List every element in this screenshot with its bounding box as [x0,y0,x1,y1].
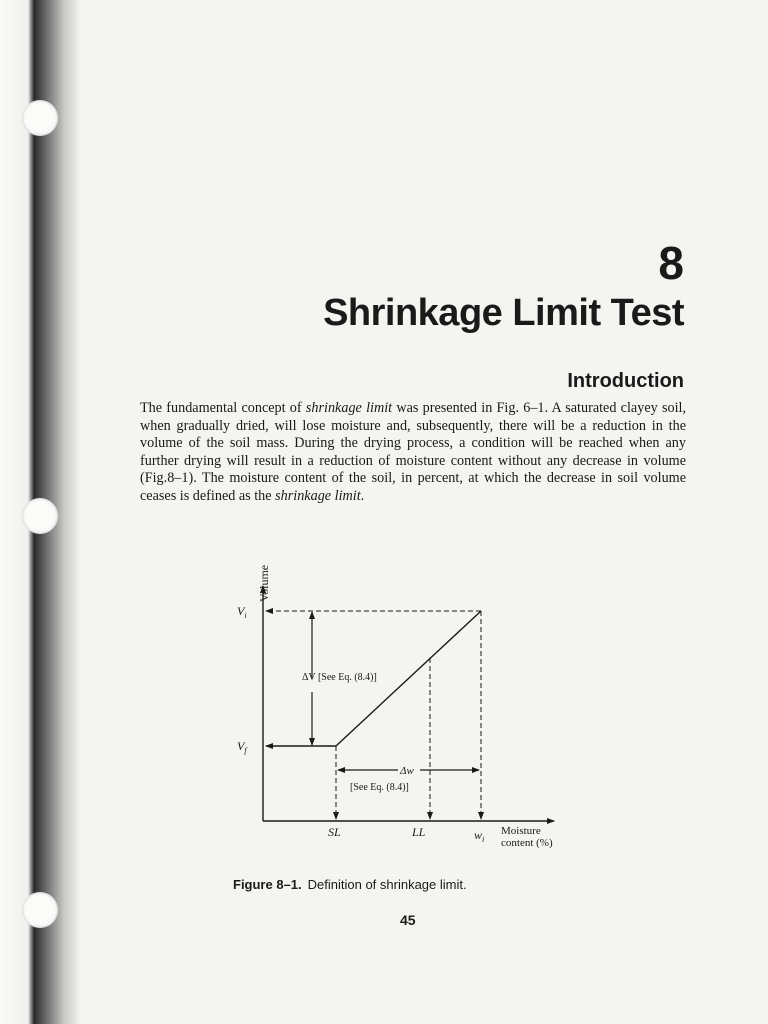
book-binding-shadow [0,0,80,1024]
punch-hole [22,498,58,534]
vf-subscript: f [244,746,247,755]
wi-symbol: w [474,828,483,842]
intro-text: . [360,487,365,504]
vf-symbol: V [237,739,245,753]
punch-hole [22,892,58,928]
x-ll-label: LL [412,825,426,839]
y-axis-label: Volume [257,564,271,602]
x-wi-label [474,828,484,844]
figure-diagram [226,560,586,860]
punch-hole [22,100,58,136]
chapter-number: 8 [658,237,684,289]
intro-text: The fundamental concept of [140,400,306,416]
caption-label: Figure 8–1. [233,877,302,892]
x-axis-label-2: content (%) [501,837,553,849]
intro-text: was presented in Fig. 6–1. A saturated clayey soil, when gradually dried, will lose moisture and, subsequently, there will be a reduction in the volume of the soil mass. During the drying process, a condition will be reached when any further drying will result in a reduction of moisture content without any decrease in volume (Fig.8–1). The moisture content of the soil, in percent, at which the decrease in soil volume ceases is defined as the [140,400,686,504]
shrinkage-limit-figure [226,560,586,860]
figure-caption [233,877,467,892]
intro-paragraph [140,400,686,506]
vf-label [237,739,248,755]
x-axis-label-1: Moisture [501,825,541,837]
section-heading: Introduction [567,370,684,392]
delta-w-ref: [See Eq. (8.4)] [350,782,409,793]
caption-text: Definition of shrinkage limit. [307,877,467,892]
vi-symbol: V [237,604,245,618]
intro-term: shrinkage limit [275,487,361,504]
x-sl-label: SL [328,825,341,839]
page-number: 45 [400,912,416,928]
wi-subscript: i [482,835,485,844]
vi-subscript: i [244,611,247,620]
delta-v-label: ΔV [See Eq. (8.4)] [302,672,377,683]
intro-term: shrinkage limit [305,400,393,416]
vi-label [237,604,247,620]
chapter-title: Shrinkage Limit Test [323,292,684,334]
delta-w-label: Δw [400,765,414,777]
